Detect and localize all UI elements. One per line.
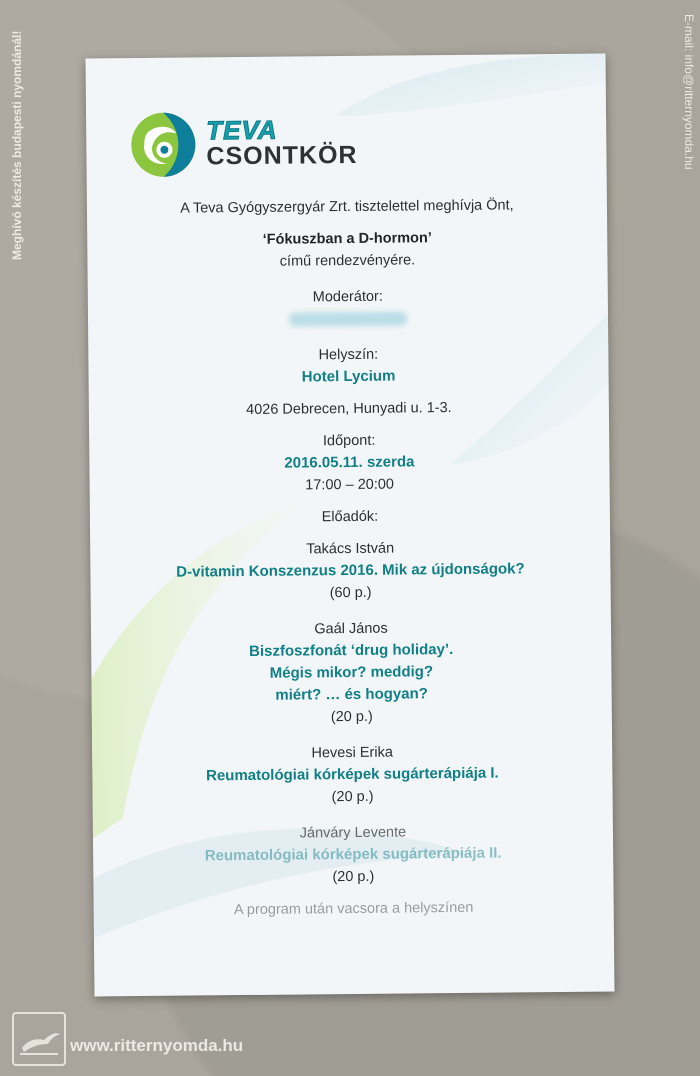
footer-website-text: www.ritternyomda.hu bbox=[70, 1036, 244, 1055]
ritter-nyomda-logo bbox=[12, 1012, 66, 1066]
speaker-name: Jánváry Levente bbox=[299, 824, 407, 842]
event-title: ‘Fókuszban a D-hormon’ bbox=[262, 230, 432, 248]
teva-csontkor-logo bbox=[128, 108, 358, 180]
invitation-card bbox=[86, 54, 615, 997]
talk-title: D-vitamin Konszenzus 2016. Mik az újdonságok? bbox=[176, 560, 525, 581]
teva-wordmark: TEVA bbox=[206, 114, 278, 146]
speaker-block bbox=[91, 615, 612, 730]
location-label: Helyszín: bbox=[318, 346, 379, 364]
speaker-name: Gaál János bbox=[314, 620, 388, 638]
speaker-block bbox=[93, 819, 614, 890]
side-promo-text: Meghívó készítés budapesti nyomdánál! bbox=[10, 30, 24, 260]
speaker-block bbox=[90, 536, 611, 607]
printer-logo-icon bbox=[14, 1014, 64, 1064]
moderator-label: Moderátor: bbox=[312, 288, 383, 306]
talk-title: Reumatológiai kórképek sugárterápiája II. bbox=[204, 844, 502, 865]
talk-duration: (60 p.) bbox=[329, 584, 372, 602]
moderator-name-redacted bbox=[289, 311, 407, 326]
speakers-label: Előadók: bbox=[321, 508, 379, 526]
talk-title: miért? … és hogyan? bbox=[275, 685, 428, 704]
closing-text: A program után vacsora a helyszínen bbox=[233, 899, 474, 919]
talk-duration: (20 p.) bbox=[332, 868, 375, 886]
csontkor-wordmark: CSONTKÖR bbox=[206, 140, 358, 171]
talk-title: Mégis mikor? meddig? bbox=[269, 663, 434, 682]
side-email-text: E-mail: info@ritternyomda.hu bbox=[682, 14, 696, 170]
speaker-block bbox=[92, 739, 613, 810]
event-suffix: című rendezvényére. bbox=[279, 252, 416, 270]
talk-duration: (20 p.) bbox=[330, 708, 373, 726]
invitation-body bbox=[87, 194, 614, 923]
location-name: Hotel Lycium bbox=[301, 367, 396, 386]
event-date: 2016.05.11. szerda bbox=[284, 453, 415, 472]
talk-duration: (20 p.) bbox=[331, 788, 374, 806]
speaker-name: Takács István bbox=[306, 540, 395, 558]
address-text: 4026 Debrecen, Hunyadi u. 1-3. bbox=[246, 400, 452, 418]
talk-title: Biszfoszfonát ‘drug holiday’. bbox=[249, 641, 454, 660]
talk-title: Reumatológiai kórképek sugárterápiája I. bbox=[206, 764, 499, 785]
intro-text: A Teva Gyógyszergyár Zrt. tisztelettel meghívja Önt, bbox=[180, 197, 514, 217]
teva-swirl-logo-icon bbox=[128, 109, 199, 180]
time-label: Időpont: bbox=[322, 432, 376, 450]
event-time: 17:00 – 20:00 bbox=[305, 476, 395, 494]
speaker-name: Hevesi Erika bbox=[311, 744, 393, 762]
